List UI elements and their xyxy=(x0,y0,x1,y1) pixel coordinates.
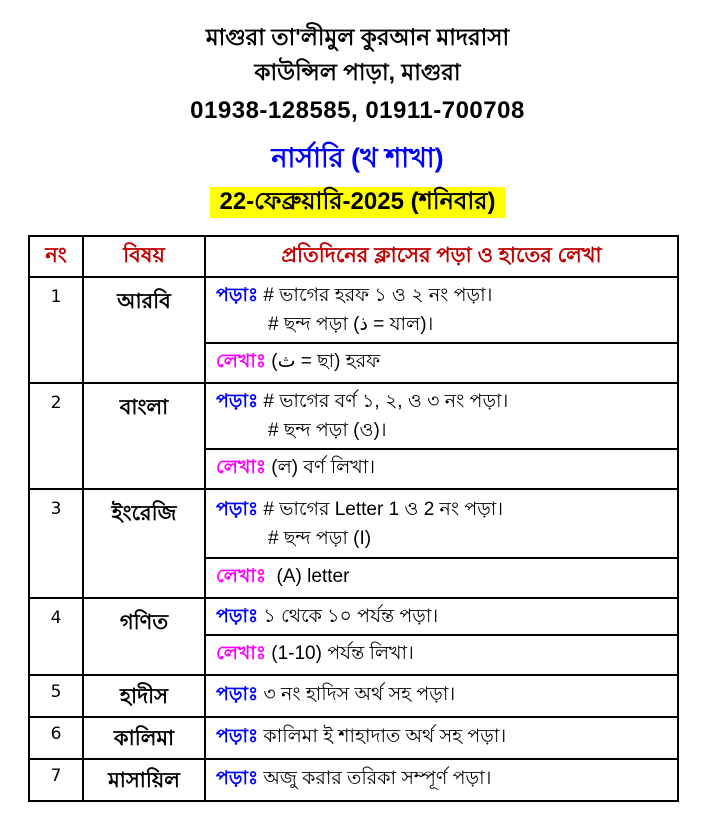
writing-cell xyxy=(205,635,678,675)
reading-text: ১ থেকে ১০ পর্যন্ত পড়া। xyxy=(263,606,439,627)
class-section-title: নার্সারি (খ শাখা) xyxy=(271,143,444,173)
reading-text: অজু করার তরিকা সম্পূর্ণ পড়া। xyxy=(263,768,492,789)
row-number: 4 xyxy=(29,598,83,675)
table-row-kalima xyxy=(29,717,678,759)
column-header-subject: বিষয় xyxy=(83,236,205,277)
writing-text: (ল) বর্ণ লিখা। xyxy=(271,457,376,478)
reading-cell xyxy=(205,277,678,343)
writing-label: লেখাঃ xyxy=(216,457,266,478)
phone-numbers: 01938-128585, 01911-700708 xyxy=(190,97,525,124)
reading-label: পড়াঃ xyxy=(216,684,259,705)
reading-cell xyxy=(205,717,678,759)
school-name: মাগুরা তা'লীমুল কুরআন মাদরাসা xyxy=(205,24,510,50)
subject-label: আরবি xyxy=(83,277,205,383)
daily-lesson-table xyxy=(28,235,679,802)
subject-label: গণিত xyxy=(83,598,205,675)
reading-text: # ভাগের Letter 1 ও 2 নং পড়া। xyxy=(263,498,504,520)
reading-cell xyxy=(205,383,678,449)
reading-text: ৩ নং হাদিস অর্থ সহ পড়া। xyxy=(263,684,456,705)
reading-text-line2: # ছন্দ পড়া (ذ = যাল)। xyxy=(268,314,434,335)
date-banner: 22-ফেব্রুয়ারি-2025 (শনিবার) xyxy=(210,187,504,218)
row-number: 6 xyxy=(29,717,83,759)
writing-text: (ث = ছা) হরফ xyxy=(271,351,381,372)
document-header xyxy=(0,0,715,218)
reading-cell xyxy=(205,489,678,558)
table-row-arabic xyxy=(29,277,678,343)
column-header-no: নং xyxy=(29,236,83,277)
reading-label: পড়াঃ xyxy=(216,391,259,412)
table-row-bangla xyxy=(29,383,678,449)
writing-text: (1-10) পর্যন্ত লিখা। xyxy=(271,643,414,664)
table-row-math xyxy=(29,598,678,635)
reading-label: পড়াঃ xyxy=(216,606,259,627)
school-address: কাউন্সিল পাড়া, মাগুরা xyxy=(254,59,461,85)
subject-label: বাংলা xyxy=(83,383,205,489)
reading-label: পড়াঃ xyxy=(216,498,259,520)
subject-label: হাদীস xyxy=(83,675,205,717)
table-row-hadith xyxy=(29,675,678,717)
reading-text-line2: # ছন্দ পড়া (ও)। xyxy=(268,420,387,441)
writing-label: লেখাঃ xyxy=(216,566,266,587)
reading-cell xyxy=(205,598,678,635)
subject-label: কালিমা xyxy=(83,717,205,759)
writing-cell xyxy=(205,449,678,489)
row-number: 2 xyxy=(29,383,83,489)
reading-cell xyxy=(205,759,678,801)
reading-text: # ভাগের বর্ণ ১, ২, ও ৩ নং পড়া। xyxy=(263,391,509,412)
reading-label: পড়াঃ xyxy=(216,726,259,747)
column-header-lesson: প্রতিদিনের ক্লাসের পড়া ও হাতের লেখা xyxy=(205,236,678,277)
table-row-masail xyxy=(29,759,678,801)
writing-label: লেখাঃ xyxy=(216,351,266,372)
reading-cell xyxy=(205,675,678,717)
reading-label: পড়াঃ xyxy=(216,768,259,789)
reading-label: পড়াঃ xyxy=(216,285,259,306)
row-number: 7 xyxy=(29,759,83,801)
subject-label: ইংরেজি xyxy=(83,489,205,598)
subject-label: মাসায়িল xyxy=(83,759,205,801)
reading-text: # ভাগের হরফ ১ ও ২ নং পড়া। xyxy=(263,285,493,306)
reading-text-line2: # ছন্দ পড়া (I) xyxy=(268,527,372,549)
reading-text: কালিমা ই শাহাদাত অর্থ সহ পড়া। xyxy=(263,726,507,747)
date-banner-wrap xyxy=(0,187,715,218)
row-number: 5 xyxy=(29,675,83,717)
table-header-row xyxy=(29,236,678,277)
writing-cell xyxy=(205,343,678,383)
writing-cell xyxy=(205,558,678,598)
writing-label: লেখাঃ xyxy=(216,643,266,664)
table-row-english xyxy=(29,489,678,558)
row-number: 1 xyxy=(29,277,83,383)
row-number: 3 xyxy=(29,489,83,598)
writing-text: (A) letter xyxy=(276,566,350,587)
